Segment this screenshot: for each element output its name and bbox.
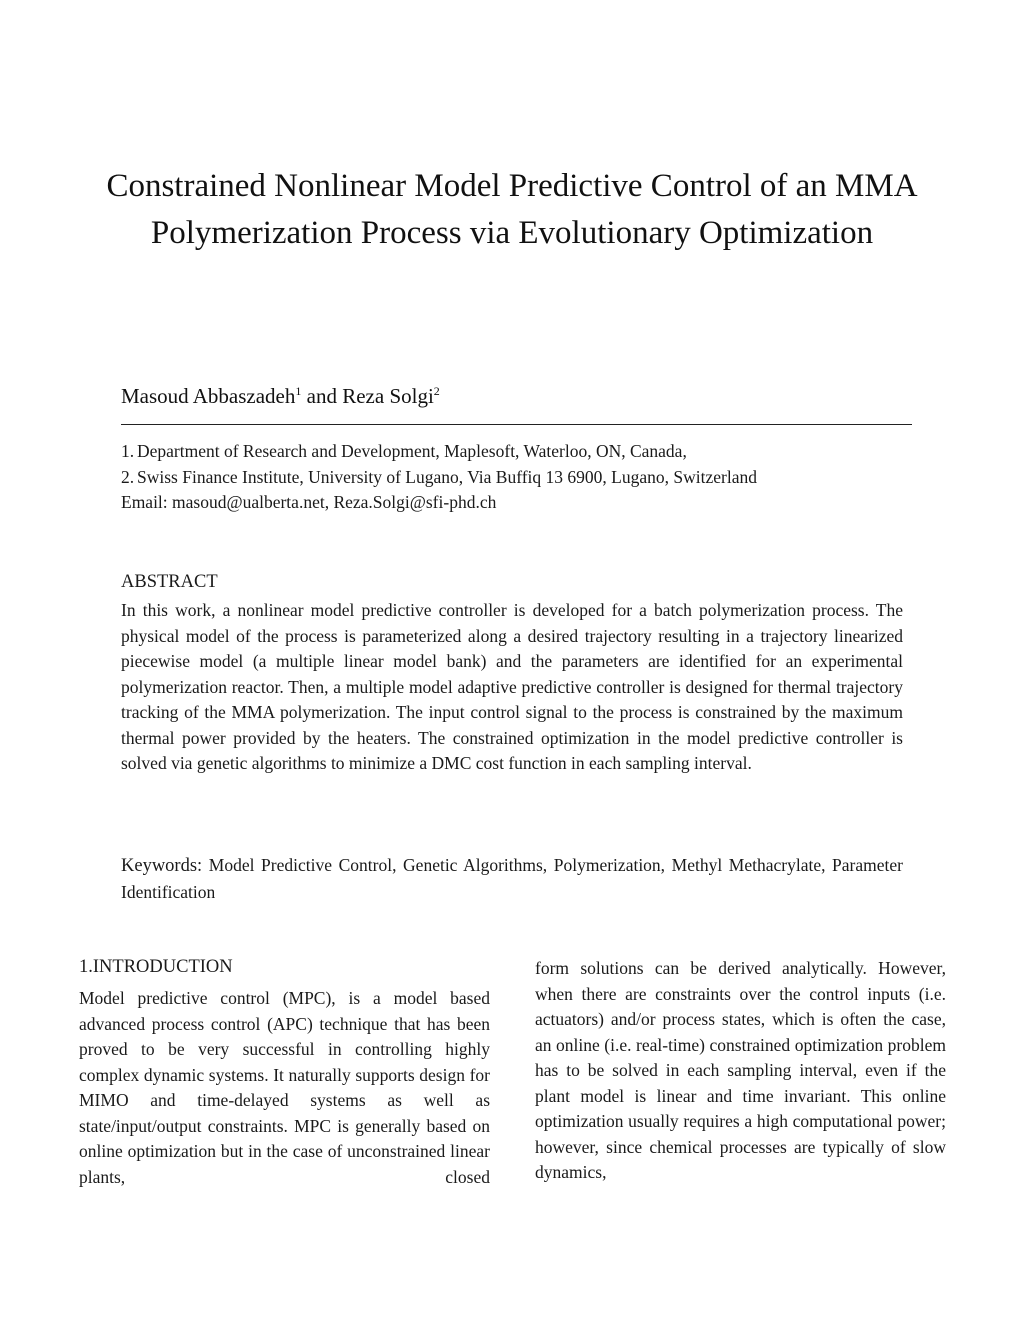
author-affiliation-marker-1: 1 xyxy=(295,384,302,398)
author-line xyxy=(121,384,440,409)
paper-title: Constrained Nonlinear Model Predictive Control of an MMA Polymerization Process via Evolutionary Optimization xyxy=(106,168,918,251)
keywords-paragraph xyxy=(121,853,903,905)
affiliation-item xyxy=(121,439,912,465)
introduction-column-right: form solutions can be derived analytically. However, when there are constraints over the control inputs (i.e. actuators) and/or process states, which is often the case, an online (i.e. real-time) constrained optimization problem has to be solved in each sampling interval, even if the plant model is linear and time invariant. This online optimization usually requires a high computational power; however, since chemical processes are typically of slow dynamics, xyxy=(535,958,946,1182)
affiliation-number: 1. xyxy=(121,441,135,461)
author-connector: and xyxy=(301,384,343,408)
author-affiliation-marker-2: 2 xyxy=(433,384,440,398)
introduction-column-left: Model predictive control (MPC), is a model based advanced process control (APC) technique that has been proved to be very successful in controlling highly complex dynamic systems. It naturally supports design for MIMO and time-delayed systems as well as state/input/output constraints. MPC is generally based on online optimization but in the case of unconstrained linear plants, closed xyxy=(79,988,490,1187)
contact-email: Email: masoud@ualberta.net, Reza.Solgi@sfi-phd.ch xyxy=(121,492,497,512)
introduction-heading: 1.INTRODUCTION xyxy=(79,957,233,977)
author-name-2: Reza Solgi xyxy=(342,384,434,408)
keywords-text: Model Predictive Control, Genetic Algorithms, Polymerization, Methyl Methacrylate, Parameter Identification xyxy=(121,855,903,902)
affiliations-block xyxy=(121,439,912,516)
affiliation-text: Department of Research and Development, Maplesoft, Waterloo, ON, Canada, xyxy=(137,441,687,461)
keywords-label: Keywords: xyxy=(121,856,203,876)
affiliation-item xyxy=(121,465,912,491)
abstract-heading: ABSTRACT xyxy=(121,572,218,592)
author-name-1: Masoud Abbaszadeh xyxy=(121,384,296,408)
affiliation-number: 2. xyxy=(121,466,135,487)
abstract-text: In this work, a nonlinear model predictive controller is developed for a batch polymerization process. The physical model of the process is parameterized along a desired trajectory resulting in a trajectory linearized piecewise model (a multiple linear model bank) and the parameters are identified for an experimental polymerization reactor. Then, a multiple model adaptive predictive controller is designed for thermal trajectory tracking of the MMA polymerization. The input control signal to the process is constrained by the maximum thermal power provided by the heaters. The constrained optimization in the model predictive controller is solved via genetic algorithms to minimize a DMC cost function in each sampling interval. xyxy=(121,600,903,773)
affiliation-text: Swiss Finance Institute, University of Lugano, Via Buffiq 13 6900, Lugano, Switzerland xyxy=(137,466,757,487)
author-divider xyxy=(121,424,912,425)
